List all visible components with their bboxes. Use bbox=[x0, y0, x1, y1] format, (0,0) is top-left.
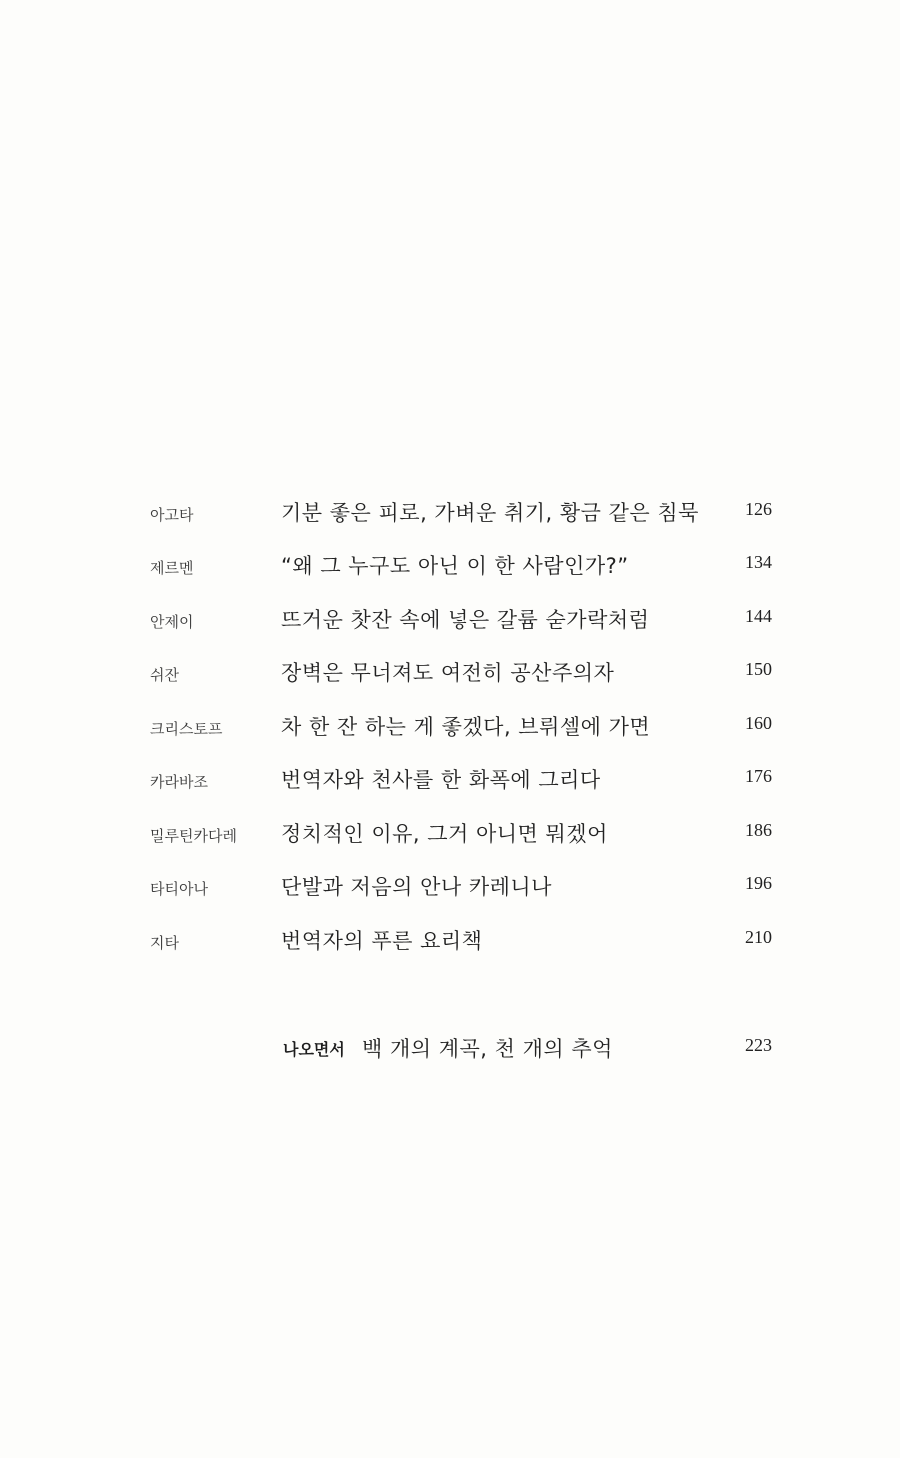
entry-name: 크리스토프 bbox=[150, 720, 223, 738]
entry-page-number: 196 bbox=[745, 873, 772, 893]
toc-entry bbox=[0, 868, 900, 908]
entry-page-number: 176 bbox=[745, 766, 772, 786]
entry-page-number: 150 bbox=[745, 659, 772, 679]
toc-entry bbox=[0, 601, 900, 641]
entry-name: 쉬잔 bbox=[150, 666, 179, 684]
entry-title: 뜨거운 찻잔 속에 넣은 갈륨 숟가락처럼 bbox=[281, 608, 650, 632]
entry-title: 번역자의 푸른 요리책 bbox=[281, 929, 483, 953]
toc-entry bbox=[0, 654, 900, 694]
entry-title: 장벽은 무너져도 여전히 공산주의자 bbox=[281, 661, 615, 685]
entry-name: 아고타 bbox=[150, 506, 194, 524]
entry-title: 차 한 잔 하는 게 좋겠다, 브뤼셀에 가면 bbox=[281, 715, 651, 739]
entry-title: “왜 그 누구도 아닌 이 한 사람인가?” bbox=[281, 554, 629, 578]
epilogue-page-number: 223 bbox=[745, 1035, 772, 1055]
entry-page-number: 144 bbox=[745, 606, 772, 626]
entry-title: 단발과 저음의 안나 카레니나 bbox=[281, 875, 552, 899]
toc-entry bbox=[0, 494, 900, 534]
toc-entry bbox=[0, 547, 900, 587]
entry-name: 밀루틴카다레 bbox=[150, 827, 237, 845]
entry-page-number: 126 bbox=[745, 499, 772, 519]
entry-title: 정치적인 이유, 그거 아니면 뭐겠어 bbox=[281, 822, 608, 846]
toc-entry bbox=[0, 922, 900, 962]
entry-title: 기분 좋은 피로, 가벼운 취기, 황금 같은 침묵 bbox=[281, 501, 699, 525]
entry-name: 지타 bbox=[150, 934, 179, 952]
entry-name: 카라바조 bbox=[150, 773, 208, 791]
entry-name: 타티아나 bbox=[150, 880, 208, 898]
epilogue-label: 나오면서 bbox=[283, 1040, 345, 1059]
entry-page-number: 186 bbox=[745, 820, 772, 840]
epilogue-title: 백 개의 계곡, 천 개의 추억 bbox=[362, 1037, 613, 1061]
entry-name: 제르멘 bbox=[150, 559, 194, 577]
toc-entry bbox=[0, 815, 900, 855]
entry-page-number: 210 bbox=[745, 927, 772, 947]
toc-entry bbox=[0, 761, 900, 801]
entry-name: 안제이 bbox=[150, 613, 194, 631]
toc-epilogue-entry bbox=[0, 1030, 900, 1070]
entry-page-number: 134 bbox=[745, 552, 772, 572]
entry-page-number: 160 bbox=[745, 713, 772, 733]
toc-entry bbox=[0, 708, 900, 748]
entry-title: 번역자와 천사를 한 화폭에 그리다 bbox=[281, 768, 601, 792]
